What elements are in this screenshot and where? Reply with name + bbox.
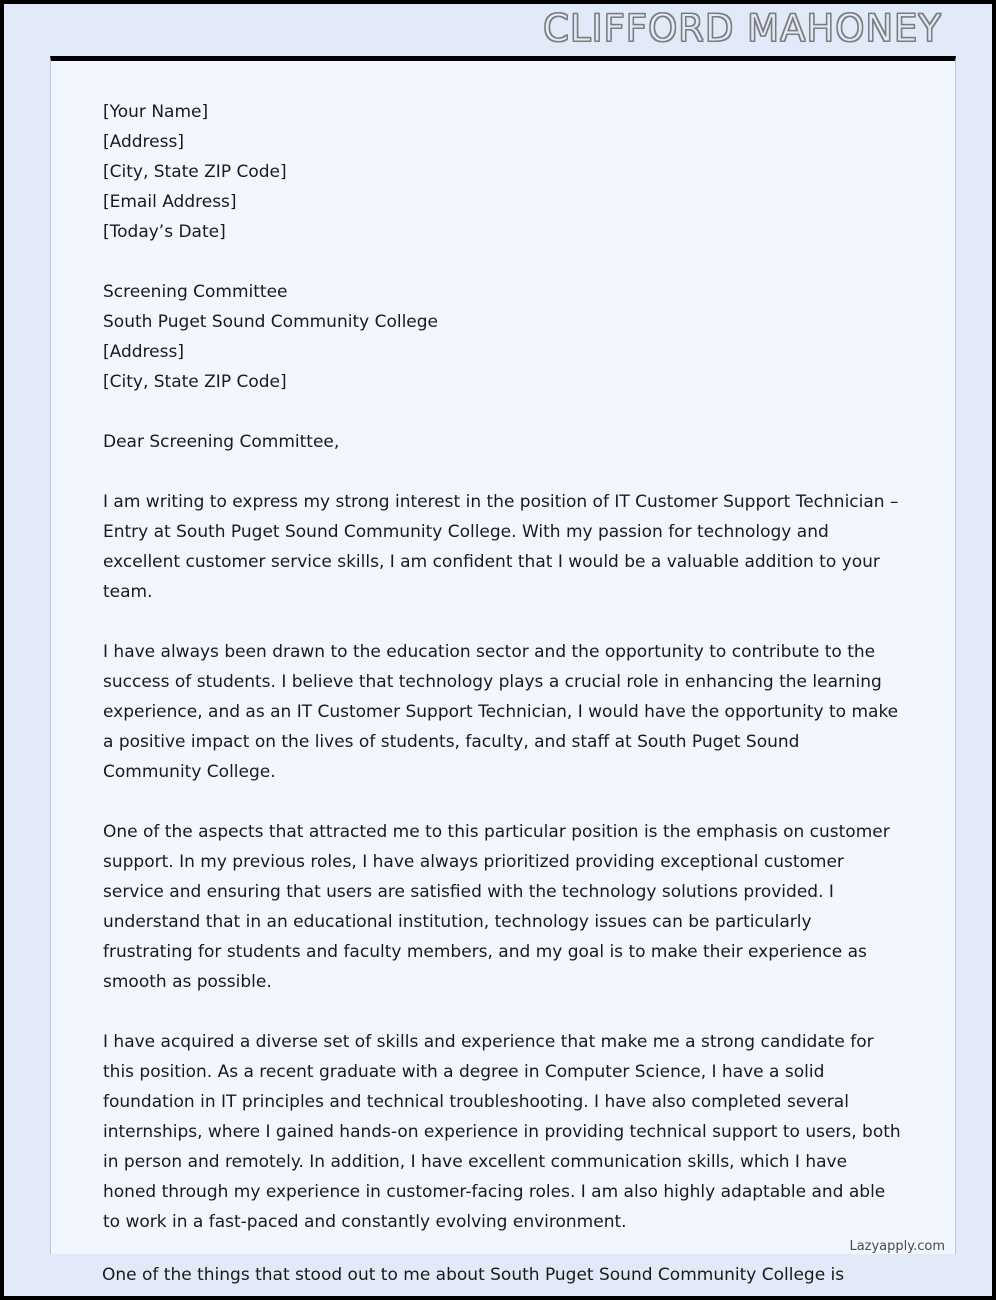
sender-line: [Your Name] bbox=[103, 102, 209, 122]
letter-paragraph: I have acquired a diverse set of skills and experience that make me a strong candidate for this position. As a recent graduate with a degree in Computer Science, I have a solid foundation in IT principles and technical troubleshooting. I have also completed several internships, where I gained hands-on experience in providing technical support to users, both in person and remotely. In addition, I have excellent communication skills, which I have honed through my experience in customer-facing roles. I am also highly adaptable and able to work in a fast-paced and constantly evolving environment. bbox=[103, 1032, 901, 1232]
sender-line: [Today’s Date] bbox=[103, 222, 226, 242]
recipient-line: South Puget Sound Community College bbox=[103, 312, 439, 332]
recipient-line: [Address] bbox=[103, 342, 184, 362]
watermark-label: Lazyapply.com bbox=[849, 1239, 945, 1254]
recipient-line: Screening Committee bbox=[103, 282, 288, 302]
recipient-line: [City, State ZIP Code] bbox=[103, 372, 287, 392]
document-header bbox=[4, 4, 992, 52]
recipient-address-block bbox=[103, 277, 903, 397]
sender-line: [Address] bbox=[103, 132, 184, 152]
next-page-paragraph-start: One of the things that stood out to me about South Puget Sound Community College is bbox=[50, 1254, 992, 1296]
letter-sheet bbox=[50, 56, 956, 1296]
letter-paragraph: I have always been drawn to the education sector and the opportunity to contribute to the success of students. I believe that technology plays a crucial role in enhancing the learning experience, and as an IT Customer Support Technician, I would have the opportunity to make a positive impact on the lives of students, faculty, and staff at South Puget Sound Community College. bbox=[103, 642, 899, 782]
salutation-line: Dear Screening Committee, bbox=[103, 432, 340, 452]
cover-letter-body bbox=[51, 61, 955, 1237]
sender-line: [Email Address] bbox=[103, 192, 237, 212]
letter-paragraph: I am writing to express my strong interest in the position of IT Customer Support Technician – Entry at South Puget Sound Community College. With my passion for technology and excellent customer service skills, I am confident that I would be a valuable addition to your team. bbox=[103, 492, 899, 602]
salutation bbox=[103, 427, 903, 457]
sender-line: [City, State ZIP Code] bbox=[103, 162, 287, 182]
sender-address-block bbox=[103, 97, 903, 247]
letter-paragraph: One of the aspects that attracted me to this particular position is the emphasis on customer support. In my previous roles, I have always prioritized providing exceptional customer service and ensuring that users are satisfied with the technology solutions provided. I understand that in an educational institution, technology issues can be particularly frustrating for students and faculty members, and my goal is to make their experience as smooth as possible. bbox=[103, 822, 890, 992]
candidate-name-title: CLIFFORD MAHONEY bbox=[543, 6, 942, 50]
